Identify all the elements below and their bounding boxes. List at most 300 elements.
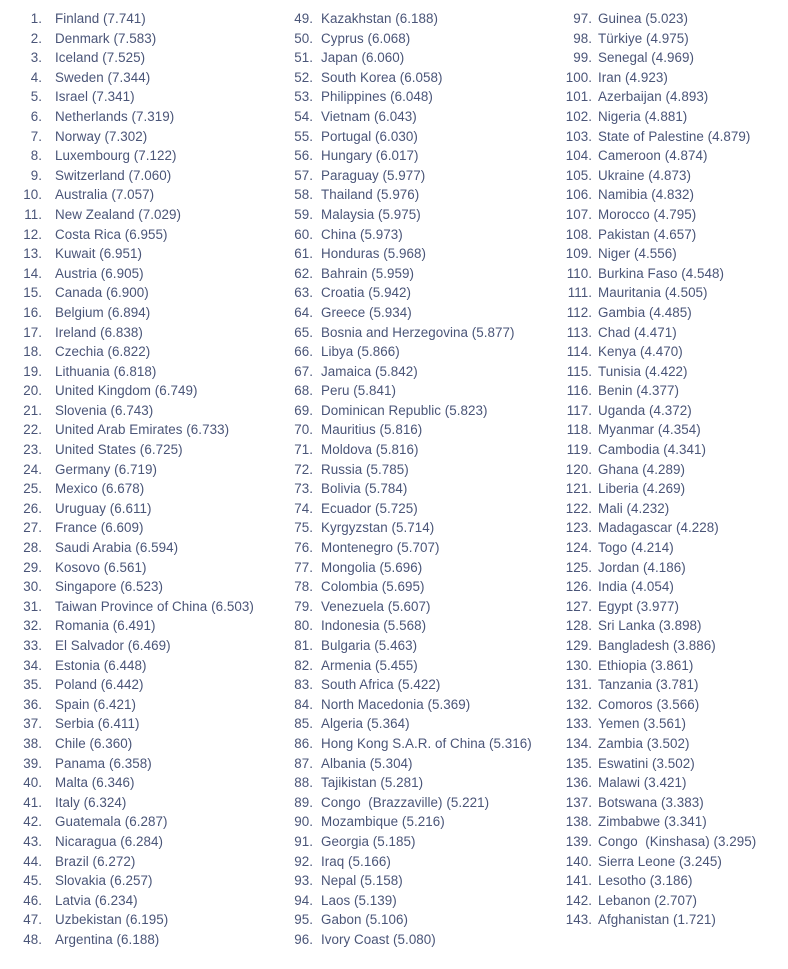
rank-number: 78.	[294, 579, 313, 595]
rank-list-item	[291, 930, 565, 950]
rank-number: 137.	[565, 794, 592, 810]
rank-country-label: Guatemala (6.287)	[55, 814, 168, 830]
rank-number: 109.	[565, 246, 592, 262]
rank-country-label: Gambia (4.485)	[598, 304, 692, 320]
rank-number: 52.	[294, 69, 313, 85]
rank-number: 62.	[294, 265, 313, 281]
rank-number: 4.	[30, 69, 42, 85]
rank-list-item	[22, 381, 283, 401]
rank-list-item	[565, 910, 788, 930]
rank-list-item	[291, 264, 565, 284]
rank-number: 6.	[30, 108, 42, 124]
rank-number: 55.	[294, 128, 313, 144]
rank-number: 129.	[565, 638, 592, 653]
rank-country-label: India (4.054)	[598, 579, 674, 595]
rank-number: 90.	[294, 814, 313, 830]
rank-list-item	[565, 616, 788, 636]
rank-number: 117.	[566, 402, 592, 418]
rank-number: 2.	[30, 30, 42, 46]
rank-number: 113.	[566, 324, 592, 340]
rank-country-label: Costa Rica (6.955)	[55, 226, 168, 242]
rank-number: 116.	[566, 383, 592, 399]
rank-country-label: Tajikistan (5.281)	[321, 775, 424, 791]
rank-list-item	[291, 695, 565, 715]
rank-list-item	[565, 479, 788, 499]
rank-country-label: Dominican Republic (5.823)	[321, 402, 488, 418]
rank-number: 67.	[294, 363, 313, 379]
rank-number: 92.	[294, 853, 313, 869]
rank-number: 134.	[565, 735, 592, 751]
rank-country-label: Estonia (6.448)	[55, 657, 147, 673]
rank-list-item	[565, 675, 788, 695]
rank-number: 111.	[567, 285, 592, 301]
rank-number: 43.	[23, 833, 42, 849]
rank-number: 61.	[294, 246, 313, 262]
rank-list-item	[291, 754, 565, 774]
rank-number: 127.	[565, 598, 592, 614]
rank-list-item	[291, 910, 565, 930]
rank-list-item	[565, 754, 788, 774]
rank-country-label: Philippines (6.048)	[321, 89, 433, 105]
rank-number: 89.	[294, 794, 313, 810]
rank-list-2	[291, 9, 565, 950]
rank-number: 13.	[23, 246, 42, 262]
rank-list-item	[291, 460, 565, 480]
rank-country-label: Luxembourg (7.122)	[55, 148, 177, 164]
rank-list-item	[22, 362, 283, 382]
rank-country-label: Paraguay (5.977)	[321, 167, 426, 183]
rank-number: 22.	[23, 422, 42, 438]
rank-country-label: Greece (5.934)	[321, 304, 412, 320]
rank-country-label: Namibia (4.832)	[598, 187, 695, 203]
rank-list-item	[22, 68, 283, 88]
rank-number: 132.	[565, 696, 592, 712]
rank-country-label: Panama (6.358)	[55, 755, 152, 771]
rank-number: 108.	[565, 226, 592, 242]
rank-list-item	[22, 283, 283, 303]
rank-country-label: Spain (6.421)	[55, 696, 137, 712]
rank-country-label: Kyrgyzstan (5.714)	[321, 520, 435, 536]
rank-list-item	[565, 577, 788, 597]
rank-country-label: Georgia (5.185)	[321, 833, 416, 849]
rank-country-label: Niger (4.556)	[598, 246, 677, 262]
rank-number: 63.	[294, 285, 313, 301]
rank-country-label: Zimbabwe (3.341)	[598, 814, 707, 830]
rank-list-item	[22, 225, 283, 245]
rank-country-label: Israel (7.341)	[55, 89, 135, 105]
rank-country-label: Gabon (5.106)	[321, 912, 409, 928]
rank-number: 41.	[23, 794, 42, 810]
rank-country-label: Kosovo (6.561)	[55, 559, 147, 575]
rank-number: 71.	[294, 442, 313, 458]
rank-country-label: Ghana (4.289)	[598, 461, 686, 477]
rank-list-item	[291, 812, 565, 832]
rank-country-label: Lithuania (6.818)	[55, 363, 157, 379]
rank-number: 66.	[294, 344, 313, 360]
rank-list-item	[565, 538, 788, 558]
rank-list-item	[22, 303, 283, 323]
rank-country-label: Hungary (6.017)	[321, 148, 419, 164]
rank-number: 131.	[565, 677, 592, 693]
rank-number: 60.	[294, 226, 313, 242]
rank-number: 96.	[294, 931, 313, 947]
rank-list-item	[291, 852, 565, 872]
rank-list-item	[565, 695, 788, 715]
rank-country-label: Azerbaijan (4.893)	[598, 89, 709, 105]
rank-country-label: Bosnia and Herzegovina (5.877)	[321, 324, 515, 340]
rank-country-label: Brazil (6.272)	[55, 853, 136, 869]
rank-number: 39.	[23, 755, 42, 771]
rank-number: 8.	[30, 148, 42, 164]
rank-country-label: Sweden (7.344)	[55, 69, 151, 85]
rank-number: 38.	[23, 735, 42, 751]
rank-list-item	[565, 362, 788, 382]
rank-list-item	[565, 871, 788, 891]
rank-number: 106.	[565, 187, 592, 203]
rank-country-label: New Zealand (7.029)	[55, 206, 181, 222]
rank-number: 138.	[565, 814, 592, 830]
rank-list-item	[291, 68, 565, 88]
rank-list-item	[565, 636, 788, 656]
rank-number: 80.	[294, 618, 313, 634]
rank-country-label: Moldova (5.816)	[321, 442, 419, 458]
rank-list-item	[291, 381, 565, 401]
rank-number: 64.	[294, 304, 313, 320]
rank-country-label: Serbia (6.411)	[55, 716, 140, 732]
rank-number: 65.	[294, 324, 313, 340]
rank-number: 126.	[565, 579, 592, 595]
rank-country-label: Italy (6.324)	[55, 794, 127, 810]
rank-number: 51.	[294, 50, 313, 66]
ranking-column-3	[565, 9, 788, 930]
rank-country-label: Kuwait (6.951)	[55, 246, 143, 262]
rank-country-label: Austria (6.905)	[55, 265, 144, 281]
rank-list-item	[291, 185, 565, 205]
rank-country-label: Portugal (6.030)	[321, 128, 418, 144]
rank-number: 18.	[23, 344, 42, 360]
rank-list-item	[22, 597, 283, 617]
rank-list-item	[565, 146, 788, 166]
rank-list-item	[291, 146, 565, 166]
rank-list-item	[565, 9, 788, 29]
rank-list-item	[565, 244, 788, 264]
rank-country-label: South Korea (6.058)	[321, 69, 443, 85]
rank-country-label: Botswana (3.383)	[598, 794, 704, 810]
rank-list-item	[291, 401, 565, 421]
rank-country-label: Venezuela (5.607)	[321, 598, 431, 614]
rank-country-label: Kazakhstan (6.188)	[321, 11, 439, 26]
rank-list-item	[22, 420, 283, 440]
rank-country-label: Eswatini (3.502)	[598, 755, 695, 771]
rank-list-item	[22, 675, 283, 695]
rank-number: 76.	[294, 540, 313, 556]
rank-country-label: Liberia (4.269)	[598, 481, 686, 497]
rank-country-label: Belgium (6.894)	[55, 304, 151, 320]
rank-number: 95.	[294, 912, 313, 928]
rank-number: 112.	[566, 304, 592, 320]
rank-number: 103.	[565, 128, 592, 144]
rank-country-label: Uruguay (6.611)	[55, 500, 152, 516]
rank-list-item	[22, 460, 283, 480]
rank-list-item	[565, 832, 788, 852]
rank-number: 37.	[23, 716, 42, 732]
rank-list-item	[22, 9, 283, 29]
rank-country-label: Netherlands (7.319)	[55, 108, 175, 124]
rank-number: 15.	[23, 285, 42, 301]
rank-country-label: Russia (5.785)	[321, 461, 409, 477]
rank-number: 79.	[294, 598, 313, 614]
rank-number: 105.	[565, 167, 592, 183]
rank-list-item	[291, 734, 565, 754]
rank-country-label: Senegal (4.969)	[598, 50, 695, 66]
rank-list-item	[565, 773, 788, 793]
rank-number: 5.	[30, 89, 42, 105]
rank-list-item	[22, 616, 283, 636]
rank-country-label: Iran (4.923)	[598, 69, 668, 85]
rank-number: 68.	[294, 383, 313, 399]
rank-number: 54.	[294, 108, 313, 124]
rank-number: 7.	[30, 128, 42, 144]
rank-list-item	[291, 479, 565, 499]
rank-country-label: Nicaragua (6.284)	[55, 833, 164, 849]
rank-number: 86.	[294, 735, 313, 751]
rank-number: 73.	[294, 481, 313, 497]
rank-list-item	[22, 695, 283, 715]
rank-country-label: State of Palestine (4.879)	[598, 128, 751, 144]
rank-number: 20.	[23, 383, 42, 399]
rank-list-item	[291, 773, 565, 793]
rank-list-item	[291, 107, 565, 127]
rank-number: 133.	[565, 716, 592, 732]
rank-country-label: Mozambique (5.216)	[321, 814, 445, 830]
rank-list-item	[291, 283, 565, 303]
rank-country-label: Albania (5.304)	[321, 755, 413, 771]
rank-number: 143.	[565, 912, 592, 928]
rank-country-label: Jamaica (5.842)	[321, 363, 418, 379]
rank-country-label: Colombia (5.695)	[321, 579, 425, 595]
rank-list-item	[22, 910, 283, 930]
rank-number: 102.	[565, 108, 592, 124]
rank-country-label: Cameroon (4.874)	[598, 148, 708, 164]
rank-number: 29.	[23, 559, 42, 575]
rank-country-label: Indonesia (5.568)	[321, 618, 427, 634]
rank-list-item	[22, 185, 283, 205]
rank-number: 16.	[23, 304, 42, 320]
rank-country-label: Comoros (3.566)	[598, 696, 700, 712]
rank-number: 42.	[23, 814, 42, 830]
rank-number: 53.	[294, 89, 313, 105]
rank-country-label: United Kingdom (6.749)	[55, 383, 198, 399]
rank-list-item	[565, 185, 788, 205]
rank-list-item	[291, 558, 565, 578]
rank-number: 11.	[24, 206, 42, 222]
rank-number: 141.	[565, 873, 592, 889]
rank-country-label: Latvia (6.234)	[55, 892, 138, 908]
rank-list-item	[22, 401, 283, 421]
rank-country-label: Poland (6.442)	[55, 677, 144, 693]
rank-country-label: Uganda (4.372)	[598, 402, 692, 418]
ranking-columns	[0, 9, 788, 950]
rank-list-item	[565, 87, 788, 107]
rank-country-label: Burkina Faso (4.548)	[598, 265, 725, 281]
rank-number: 50.	[294, 30, 313, 46]
rank-list-item	[291, 714, 565, 734]
rank-list-item	[565, 107, 788, 127]
rank-list-item	[565, 852, 788, 872]
rank-country-label: Romania (6.491)	[55, 618, 156, 634]
rank-country-label: Japan (6.060)	[321, 50, 405, 66]
rank-number: 24.	[23, 461, 42, 477]
rank-number: 26.	[23, 500, 42, 516]
rank-country-label: Cambodia (4.341)	[598, 442, 706, 458]
rank-number: 101.	[565, 89, 592, 105]
rank-list-item	[291, 832, 565, 852]
rank-list-item	[565, 558, 788, 578]
rank-list-item	[565, 518, 788, 538]
rank-country-label: El Salvador (6.469)	[55, 638, 171, 653]
rank-list-item	[22, 48, 283, 68]
rank-list-item	[291, 166, 565, 186]
rank-country-label: Canada (6.900)	[55, 285, 149, 301]
rank-number: 87.	[294, 755, 313, 771]
rank-list-item	[291, 303, 565, 323]
rank-list-item	[565, 166, 788, 186]
rank-number: 139.	[565, 833, 592, 849]
rank-country-label: Zambia (3.502)	[598, 735, 690, 751]
rank-country-label: Ivory Coast (5.080)	[321, 931, 436, 947]
rank-country-label: Algeria (5.364)	[321, 716, 410, 732]
rank-number: 44.	[23, 853, 42, 869]
rank-number: 28.	[23, 540, 42, 556]
rank-number: 30.	[23, 579, 42, 595]
rank-list-item	[291, 362, 565, 382]
rank-country-label: Yemen (3.561)	[598, 716, 686, 732]
rank-country-label: Bolivia (5.784)	[321, 481, 408, 497]
rank-country-label: Denmark (7.583)	[55, 30, 157, 46]
rank-country-label: Tanzania (3.781)	[598, 677, 699, 693]
rank-list-item	[22, 323, 283, 343]
rank-number: 115.	[566, 363, 592, 379]
rank-number: 31.	[23, 598, 42, 614]
rank-country-label: Guinea (5.023)	[598, 11, 689, 26]
rank-number: 122.	[565, 500, 592, 516]
rank-country-label: South Africa (5.422)	[321, 677, 441, 693]
rank-country-label: Sri Lanka (3.898)	[598, 618, 702, 634]
rank-list-item	[22, 342, 283, 362]
rank-country-label: Tunisia (4.422)	[598, 363, 688, 379]
rank-number: 25.	[23, 481, 42, 497]
rank-number: 70.	[294, 422, 313, 438]
rank-country-label: France (6.609)	[55, 520, 144, 536]
rank-number: 82.	[294, 657, 313, 673]
rank-list-item	[565, 283, 788, 303]
rank-number: 56.	[294, 148, 313, 164]
rank-list-item	[565, 127, 788, 147]
rank-number: 46.	[23, 892, 42, 908]
rank-number: 128.	[565, 618, 592, 634]
rank-country-label: Vietnam (6.043)	[321, 108, 417, 124]
rank-country-label: Croatia (5.942)	[321, 285, 412, 301]
rank-number: 74.	[294, 500, 313, 516]
rank-list-item	[22, 127, 283, 147]
rank-country-label: Congo (Brazzaville) (5.221)	[321, 794, 490, 810]
rank-list-item	[565, 891, 788, 911]
rank-number: 85.	[294, 716, 313, 732]
rank-list-1	[22, 9, 283, 950]
rank-list-item	[291, 675, 565, 695]
rank-list-item	[22, 205, 283, 225]
rank-number: 136.	[565, 775, 592, 791]
rank-list-item	[22, 558, 283, 578]
rank-list-item	[291, 9, 565, 29]
rank-country-label: Finland (7.741)	[55, 11, 146, 26]
rank-list-item	[291, 518, 565, 538]
rank-country-label: Malawi (3.421)	[598, 775, 687, 791]
rank-country-label: Türkiye (4.975)	[598, 30, 689, 46]
rank-list-item	[22, 29, 283, 49]
rank-number: 59.	[294, 206, 313, 222]
rank-list-item	[22, 499, 283, 519]
rank-country-label: Taiwan Province of China (6.503)	[55, 598, 254, 614]
rank-country-label: Ecuador (5.725)	[321, 500, 418, 516]
rank-list-item	[565, 225, 788, 245]
rank-number: 75.	[294, 520, 313, 536]
rank-country-label: Pakistan (4.657)	[598, 226, 697, 242]
rank-list-item	[565, 597, 788, 617]
rank-number: 119.	[566, 442, 592, 458]
rank-list-item	[22, 773, 283, 793]
rank-number: 47.	[23, 912, 42, 928]
rank-country-label: Ethiopia (3.861)	[598, 657, 694, 673]
rank-list-item	[22, 891, 283, 911]
rank-number: 83.	[294, 677, 313, 693]
rank-number: 14.	[23, 265, 42, 281]
rank-list-item	[291, 127, 565, 147]
rank-country-label: Nigeria (4.881)	[598, 108, 688, 124]
rank-country-label: Hong Kong S.A.R. of China (5.316)	[321, 735, 532, 751]
rank-number: 100.	[565, 69, 592, 85]
rank-number: 81.	[294, 638, 313, 653]
rank-list-item	[565, 812, 788, 832]
rank-number: 125.	[565, 559, 592, 575]
rank-number: 33.	[23, 638, 42, 653]
rank-list-item	[565, 205, 788, 225]
rank-number: 142.	[565, 892, 592, 908]
rank-list-item	[291, 538, 565, 558]
rank-list-item	[565, 323, 788, 343]
rank-number: 97.	[573, 11, 592, 26]
rank-country-label: United Arab Emirates (6.733)	[55, 422, 230, 438]
rank-list-item	[291, 871, 565, 891]
rank-country-label: Malaysia (5.975)	[321, 206, 421, 222]
rank-country-label: Benin (4.377)	[598, 383, 680, 399]
rank-country-label: Slovenia (6.743)	[55, 402, 154, 418]
rank-number: 27.	[23, 520, 42, 536]
rank-list-item	[22, 793, 283, 813]
rank-country-label: Laos (5.139)	[321, 892, 397, 908]
rank-list-item	[291, 656, 565, 676]
rank-country-label: Germany (6.719)	[55, 461, 157, 477]
rank-number: 1.	[30, 11, 42, 26]
rank-country-label: United States (6.725)	[55, 442, 183, 458]
rank-list-item	[565, 656, 788, 676]
rank-country-label: Peru (5.841)	[321, 383, 397, 399]
rank-number: 124.	[565, 540, 592, 556]
rank-list-item	[22, 264, 283, 284]
rank-list-item	[291, 87, 565, 107]
rank-country-label: Thailand (5.976)	[321, 187, 420, 203]
rank-number: 19.	[23, 363, 42, 379]
